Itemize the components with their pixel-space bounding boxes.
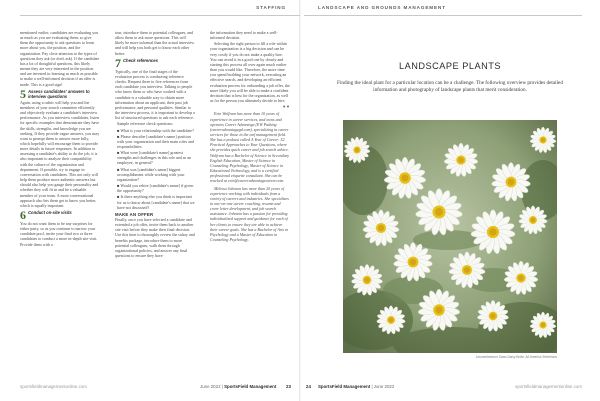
footer-issue-left bbox=[200, 384, 276, 389]
paragraph: mentioned earlier, candidates are evaluating you as much as you are evaluating them, so give them the opportunity to ask questions to learn more about you, the position, and the organization. Pay close attention to the types of questions they ask (or don't ask). If the candidate has a lot of thoughtful questions, this likely means they are very interested in the position and are invested in learning as much as possible to make a well-informed decision if an offer is made. This is a good sign! bbox=[20, 30, 100, 87]
page-number-right: 24 bbox=[306, 384, 311, 389]
footer-issue-date: | June 2022 bbox=[370, 384, 395, 389]
step-title: Check references bbox=[123, 57, 158, 63]
list-item: ■ Is there anything else you think is important for us to know about [candidate's name] that we have not discussed? bbox=[117, 194, 195, 210]
author-bio: Melissa Johnson has more than 20 years of experience working with individuals from a variety of careers and industries. She specializes in one-on-one career coaching, resume and cover letter development, and job search assistance. Johnson has a passion for providing individualized support and guidance for each of her clients to ensure they are able to achieve their career goals. She has a Bachelor of Arts in Psychology and a Master of Education in Counseling Psychology. bbox=[210, 185, 289, 243]
step-title: Conduct on-site visits bbox=[28, 210, 72, 215]
footer-magazine-name: SportsField Management bbox=[224, 384, 277, 389]
end-mark: ▼▼ bbox=[282, 104, 290, 110]
header-rule-left bbox=[20, 15, 300, 16]
paragraph: Typically, one of the final stages of the evaluation process is conducting reference checks. Request three to five references from each candidate you interview. Talking to people who know them or who have worked with a candidate is a valuable way to obtain more information about an applicant, their past job performance, and personal qualities. Similar to the interview process, it is important to develop a list of structured questions to ask each reference. bbox=[115, 68, 195, 121]
daisy-illustration bbox=[343, 120, 557, 353]
sidebar-title: LANDSCAPE PLANTS bbox=[399, 61, 501, 71]
footer-url-right: sportsfieldmanagementonline.com bbox=[515, 384, 582, 389]
paragraph: Finally, once you have selected a candidate and extended a job offer, invite them back to another site visit before they make their final decision. Use this time to thoroughly review the salary and benefits package, introduce them to more potential colleagues, walk them through organizational policies, and answer any final questions to ensure they have bbox=[115, 217, 195, 259]
list-item: ■ Please describe [candidate's name] position with your organization and their main roles and responsibilities. bbox=[117, 133, 194, 149]
sidebar-intro: Finding the ideal plant for a particular location can be a challenge. The following overview provides detailed information and photography of landscape plants that merit consideration. bbox=[337, 80, 563, 93]
list-item: ■ What is your relationship with the candidate? bbox=[117, 127, 194, 133]
section-heading: MAKE AN OFFER bbox=[115, 211, 154, 217]
daisy-photo bbox=[343, 120, 557, 353]
paragraph: the information they need to make a well-informed decision. bbox=[210, 30, 278, 41]
step-title: Assess candidates' answers to interview questions bbox=[28, 88, 90, 99]
footer-issue-right bbox=[318, 384, 394, 389]
author-bio: Erin Wolfram has more than 10 years of experience in career services, and owns and operates Career Advantage (EW Pathing (careeradvantagegd.com), specializing in career services for those in the turf management field. She has a podcast called A Year of Career: 52 Practical Approaches to Your Questions, where she provides quick career and job search advice. Wolfram has a Bachelor of Science in Secondary English Education, Master of Science in Counseling Psychology, Master of Science in Educational Technology, and is a certified professional etiquette consultant. She can be reached at erin@careeradvantagecareer.com. bbox=[210, 111, 290, 184]
article-column-1 bbox=[20, 30, 100, 366]
list-heading: Sample reference check questions: bbox=[117, 121, 174, 127]
footer-magazine-name: SportsField Management bbox=[318, 384, 371, 389]
step-number: 7 bbox=[115, 55, 121, 70]
list-item: ■ What were [candidate's name] greatest strengths and challenges in this role and as an employee, in general? bbox=[117, 150, 191, 166]
step-number: 5 bbox=[20, 86, 26, 101]
page-number-left: 23 bbox=[286, 384, 291, 389]
page-gutter bbox=[299, 0, 301, 401]
article-column-2 bbox=[115, 30, 195, 366]
article-column-3 bbox=[210, 30, 290, 366]
running-head-left: STAFFING bbox=[256, 5, 286, 10]
numbered-subhead bbox=[20, 86, 100, 101]
footer-issue-date: June 2022 | bbox=[200, 384, 225, 389]
numbered-subhead bbox=[20, 210, 100, 220]
paragraph: You do not want them to be any surprises for either party, so as you continue to narrow your candidate pool, invite your final two or three candidates to conduct a more in-depth site visit. Provide them with a bbox=[20, 221, 98, 247]
list-item: ■ What was [candidate's name] biggest accomplishment while working with your organization? bbox=[117, 166, 185, 182]
footer-url-left: sportsfieldmanagementonline.com bbox=[20, 384, 87, 389]
header-rule-right bbox=[304, 15, 582, 16]
list-item: ■ Would you rehire [candidate's name] if given the opportunity? bbox=[117, 183, 194, 194]
photo-caption: Leucanthemum Swan Daisy Bride. All America Selections bbox=[475, 355, 557, 359]
running-head-right: LANDSCAPE AND GROUNDS MANAGEMENT bbox=[318, 5, 446, 10]
paragraph: Again, using a rubric will help you and the members of your search committee efficiently and objectively evaluate a candidate's interview performance. As you interview candidates, listen for specific examples that demonstrate they have the skills, strengths, and knowledge you are seeking. If they provide vague answers, you may want to prompt them to answer more fully, which hopefully will encourage them to provide more details in future responses. In addition to assessing a candidate's ability to do the job, it is also important to analyze their compatibility with the culture of the organization and department. If possible, try to engage in conversation with candidates. This not only will help them produce more authentic answers but should also help you gauge their personality and whether they will fit in and be a valuable member of your team. A more conversational approach also lets them get to know you better, which is equally important. bbox=[20, 99, 100, 208]
step-number: 6 bbox=[20, 208, 26, 222]
numbered-subhead bbox=[115, 55, 195, 70]
paragraph: tour, introduce them to potential colleagues, and allow them to ask more questions. This will likely be more informal than the actual interview and will help you both get to know each other better. bbox=[115, 30, 195, 56]
paragraph: Selecting the right person to fill a role within your organization is a big decision and can be very costly if you do not make a quality hire. You can avoid it in a good one by clearly and starting this process all over again much earlier than you would like. Therefore, the more time you spend building your network, executing an effective search, and developing an efficient evaluation process for onboarding a job offer, the more likely you will be able to make a confident decision that is best for the organization, as well as for the person you ultimately decide to hire. bbox=[210, 41, 290, 104]
